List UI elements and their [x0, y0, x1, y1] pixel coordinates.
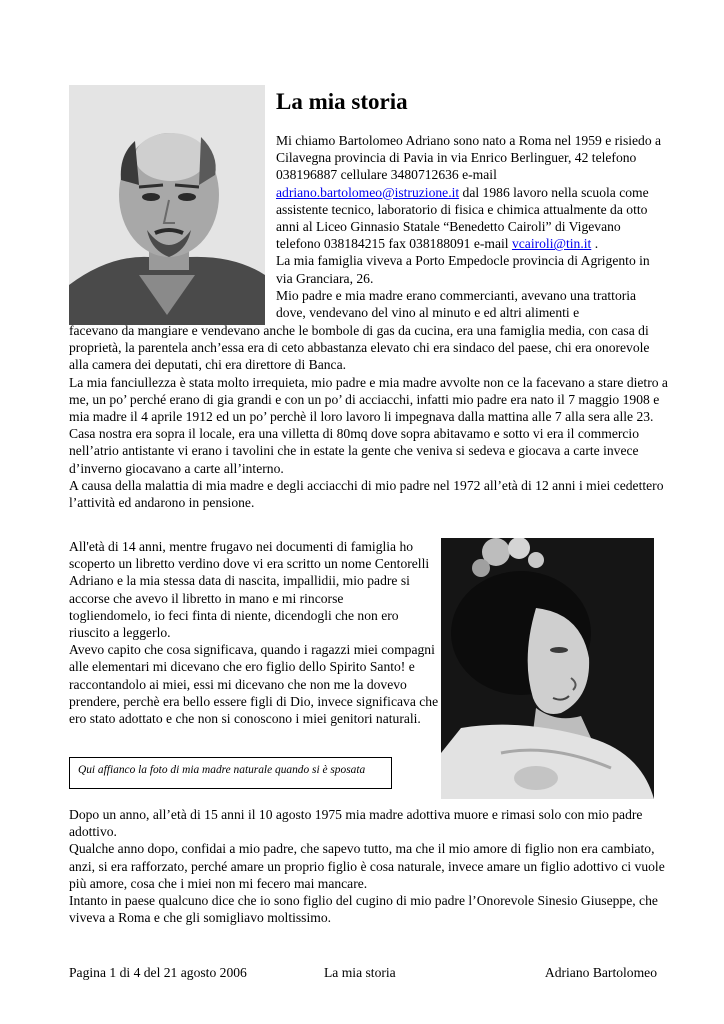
body-text-section-2	[69, 538, 439, 727]
body-text-section-3	[69, 806, 669, 926]
footer-page-info: Pagina 1 di 4 del 21 agosto 2006	[69, 965, 247, 980]
footer-title: La mia storia	[324, 965, 396, 980]
paragraph: Qualche anno dopo, confidai a mio padre, che sapevo tutto, ma che il mio amore di figlio non era cambiato, anzi, si era rafforzato, perché amare un proprio figlio è cosa naturale, invece amare un figlio adottivo ci vuole più amore, cosa che i miei non mi fecero mai mancare.	[69, 841, 665, 891]
paragraph: A causa della malattia di mia madre e degli acciacchi di mio padre nel 1972 all’età di 12 anni i miei cedettero l’attività ed andarono in pensione.	[69, 477, 664, 511]
paragraph	[276, 132, 666, 252]
email-link-school[interactable]: vcairoli@tin.it	[511, 236, 592, 252]
document-title: La mia storia	[276, 89, 408, 114]
body-text-section-1	[69, 322, 669, 511]
paragraph: Dopo un anno, all’età di 15 anni il 10 agosto 1975 mia madre adottiva muore e rimasi solo con mio padre adottivo.	[69, 807, 643, 840]
paragraph: La mia fanciullezza è stata molto irrequieta, mio padre e mia madre avvolte non ce la facevano a stare dietro a me, un po’ perché erano di gia grandi e con un po’ di acciacchi, infatti mio padre era nato il 7 maggio 1908 e mia madre il 4 aprile 1912 ed un po’ perchè il loro lavoro li impegnava dalla mattina alle 7 alla sera alle 23.	[69, 374, 668, 425]
intro-text	[276, 132, 666, 321]
mother-photo	[441, 538, 654, 799]
photo-caption	[69, 757, 392, 789]
intro-text-part: dal 1986 lavoro nella scuola come assistente tecnico, laboratorio di fisica e chimica attualmente da otto anni al Liceo Ginnasio Statale “Benedetto Cairoli” di Vigevano telefono 038184215 fax 038188091 e-mail	[276, 184, 649, 252]
paragraph: facevano da mangiare e vendevano anche le bombole di gas da cucina, era una famiglia media, con casa di proprietà, la parentela anch’essa era di ceto abbastanza elevato chi era sindaco del paese, chi era onorevole alla camera dei deputati, chi era direttore di Banca.	[69, 323, 650, 373]
email-link-personal[interactable]: adriano.bartolomeo@istruzione.it	[276, 184, 460, 200]
author-photo	[69, 85, 265, 325]
paragraph: Casa nostra era sopra il locale, era una villetta di 80mq dove sopra abitavamo e sotto vi era il commercio nell’atrio antistante vi erano i tavolini che in estate la gente che veniva si sedeva e giocava a carte invece d’inverno giocavano a carte all’interno.	[69, 426, 639, 476]
caption-text: Qui affianco la foto di mia madre naturale quando si è sposata	[78, 764, 366, 776]
paragraph: La mia famiglia viveva a Porto Empedocle provincia di Agrigento in via Granciara, 26.	[276, 253, 650, 286]
intro-text-part: Mi chiamo Bartolomeo Adriano sono nato a Roma nel 1959 e risiedo a Cilavegna provincia di Pavia in via Enrico Berlinguer, 42 telefono 038196887 cellulare 3480712636 e-mail	[276, 133, 662, 183]
intro-text-part: .	[591, 236, 599, 252]
paragraph: togliendomelo, io feci finta di niente, dicendogli che non ero riuscito a leggerlo.	[69, 607, 399, 641]
paragraph: Avevo capito che cosa significava, quando i ragazzi miei compagni alle elementari mi dicevano che ero figlio dello Spirito Santo! e raccontandolo ai miei, essi mi dicevano che non me la dovevo prendere, perchè era bello essere figli di Dio, invece significava che ero stato adottato e che non si conoscono i miei genitori naturali.	[69, 642, 439, 727]
footer-author: Adriano Bartolomeo	[544, 965, 657, 980]
paragraph: Intanto in paese qualcuno dice che io sono figlio del cugino di mio padre l’Onorevole Sinesio Giuseppe, che viveva a Roma e che gli somigliavo moltissimo.	[69, 893, 658, 926]
paragraph: All'età di 14 anni, mentre frugavo nei documenti di famiglia ho scoperto un libretto verdino dove vi era scritto un nome Centorelli Adriano e la mia stessa data di nascita, impallidii, mio padre si accorse che avevo il libretto in mano e mi rincorse	[69, 539, 430, 606]
paragraph: Mio padre e mia madre erano commercianti, avevano una trattoria dove, vendevano del vino al minuto e ed altri alimenti e	[276, 287, 637, 321]
